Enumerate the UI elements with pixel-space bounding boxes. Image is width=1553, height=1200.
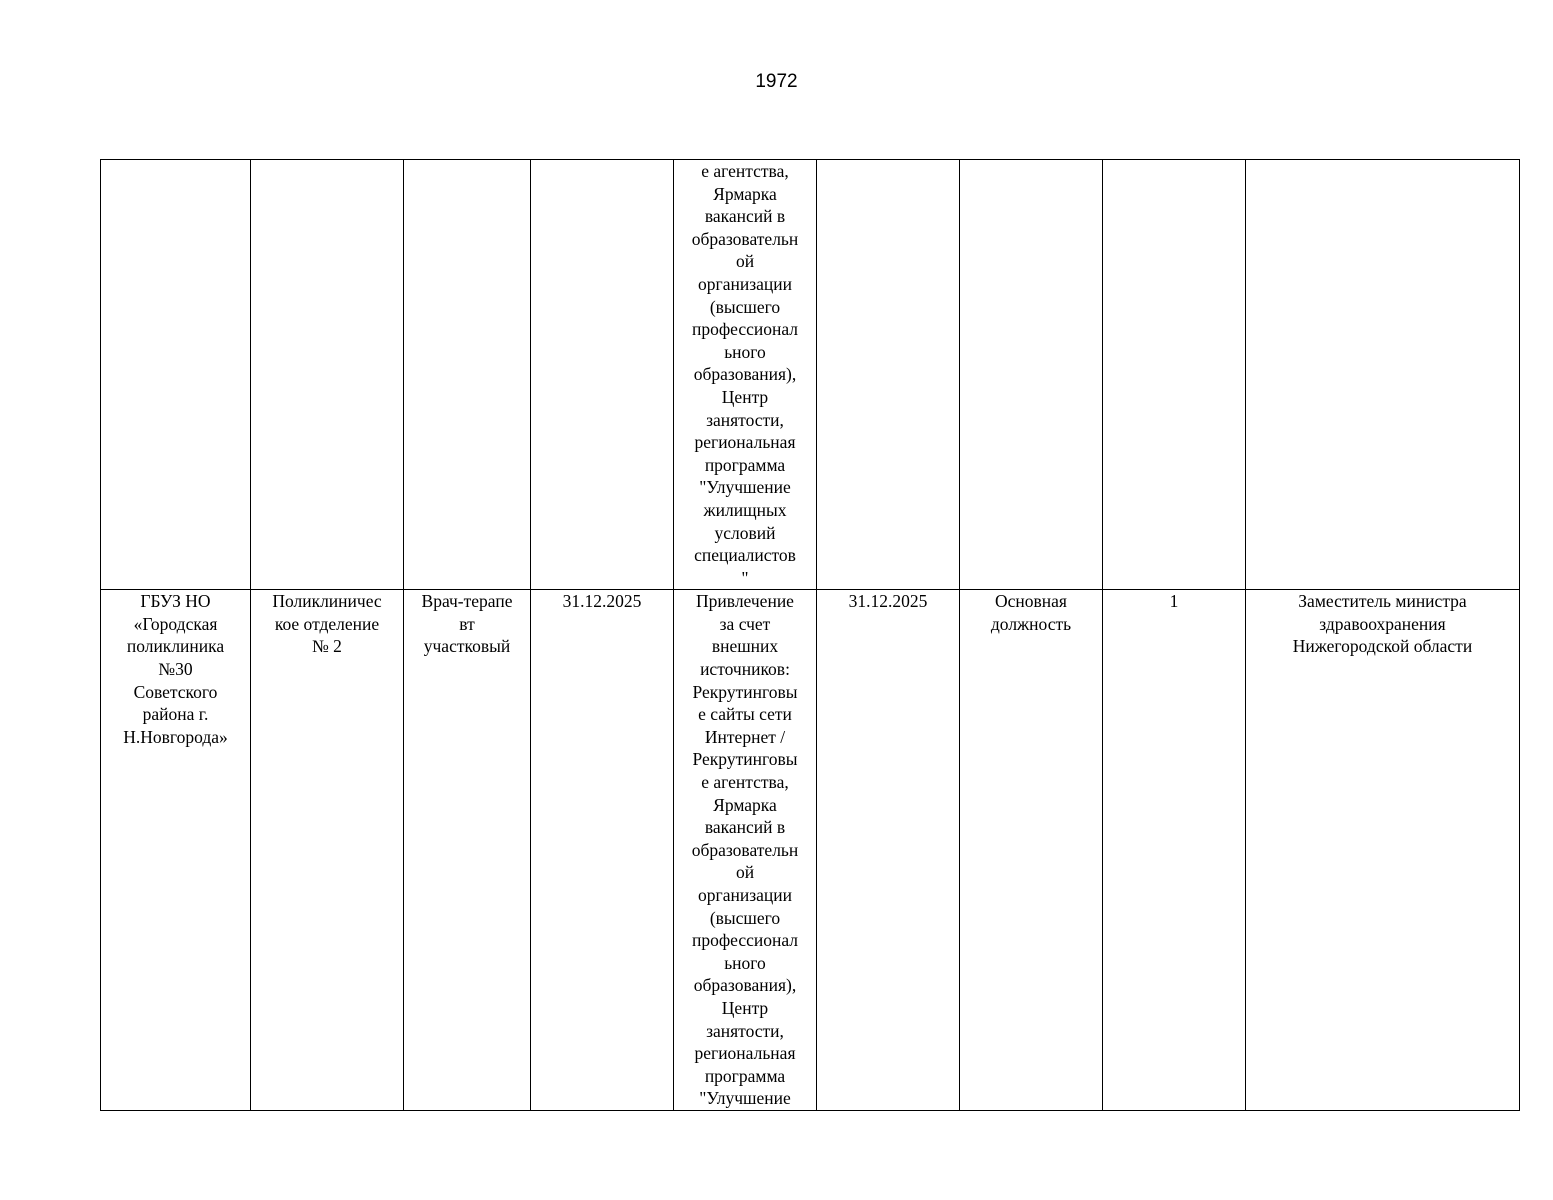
cell-organization [101, 160, 251, 590]
cell-department [251, 160, 404, 590]
cell-count [1103, 160, 1246, 590]
cell-date-end: 31.12.2025 [817, 590, 960, 1111]
cell-responsible [1246, 160, 1520, 590]
cell-methods: е агентства, Ярмарка вакансий в образовательн ой организации (высшего профессионал ьного образования), Центр занятости, региональная программа "Улучшение жилищных условий специалистов " [674, 160, 817, 590]
cell-methods: Привлечение за счет внешних источников: Рекрутинговы е сайты сети Интернет / Рекрутинговы е агентства, Ярмарка вакансий в образовательн ой организации (высшего профессионал ьного образования), Центр занятости, региональная программа "Улучшение [674, 590, 817, 1111]
cell-responsible: Заместитель министра здравоохранения Нижегородской области [1246, 590, 1520, 1111]
cell-date-start [531, 160, 674, 590]
cell-date-start: 31.12.2025 [531, 590, 674, 1111]
page-number: 1972 [755, 71, 798, 92]
vacancy-table [100, 159, 1520, 1111]
cell-employment [960, 160, 1103, 590]
cell-date-end [817, 160, 960, 590]
cell-count: 1 [1103, 590, 1246, 1111]
cell-position [404, 160, 531, 590]
table-row [101, 160, 1520, 590]
cell-department: Поликлиничес кое отделение № 2 [251, 590, 404, 1111]
table-row [101, 590, 1520, 1111]
cell-organization: ГБУЗ НО «Городская поликлиника №30 Советского района г. Н.Новгорода» [101, 590, 251, 1111]
cell-employment: Основная должность [960, 590, 1103, 1111]
cell-position: Врач-терапе вт участковый [404, 590, 531, 1111]
